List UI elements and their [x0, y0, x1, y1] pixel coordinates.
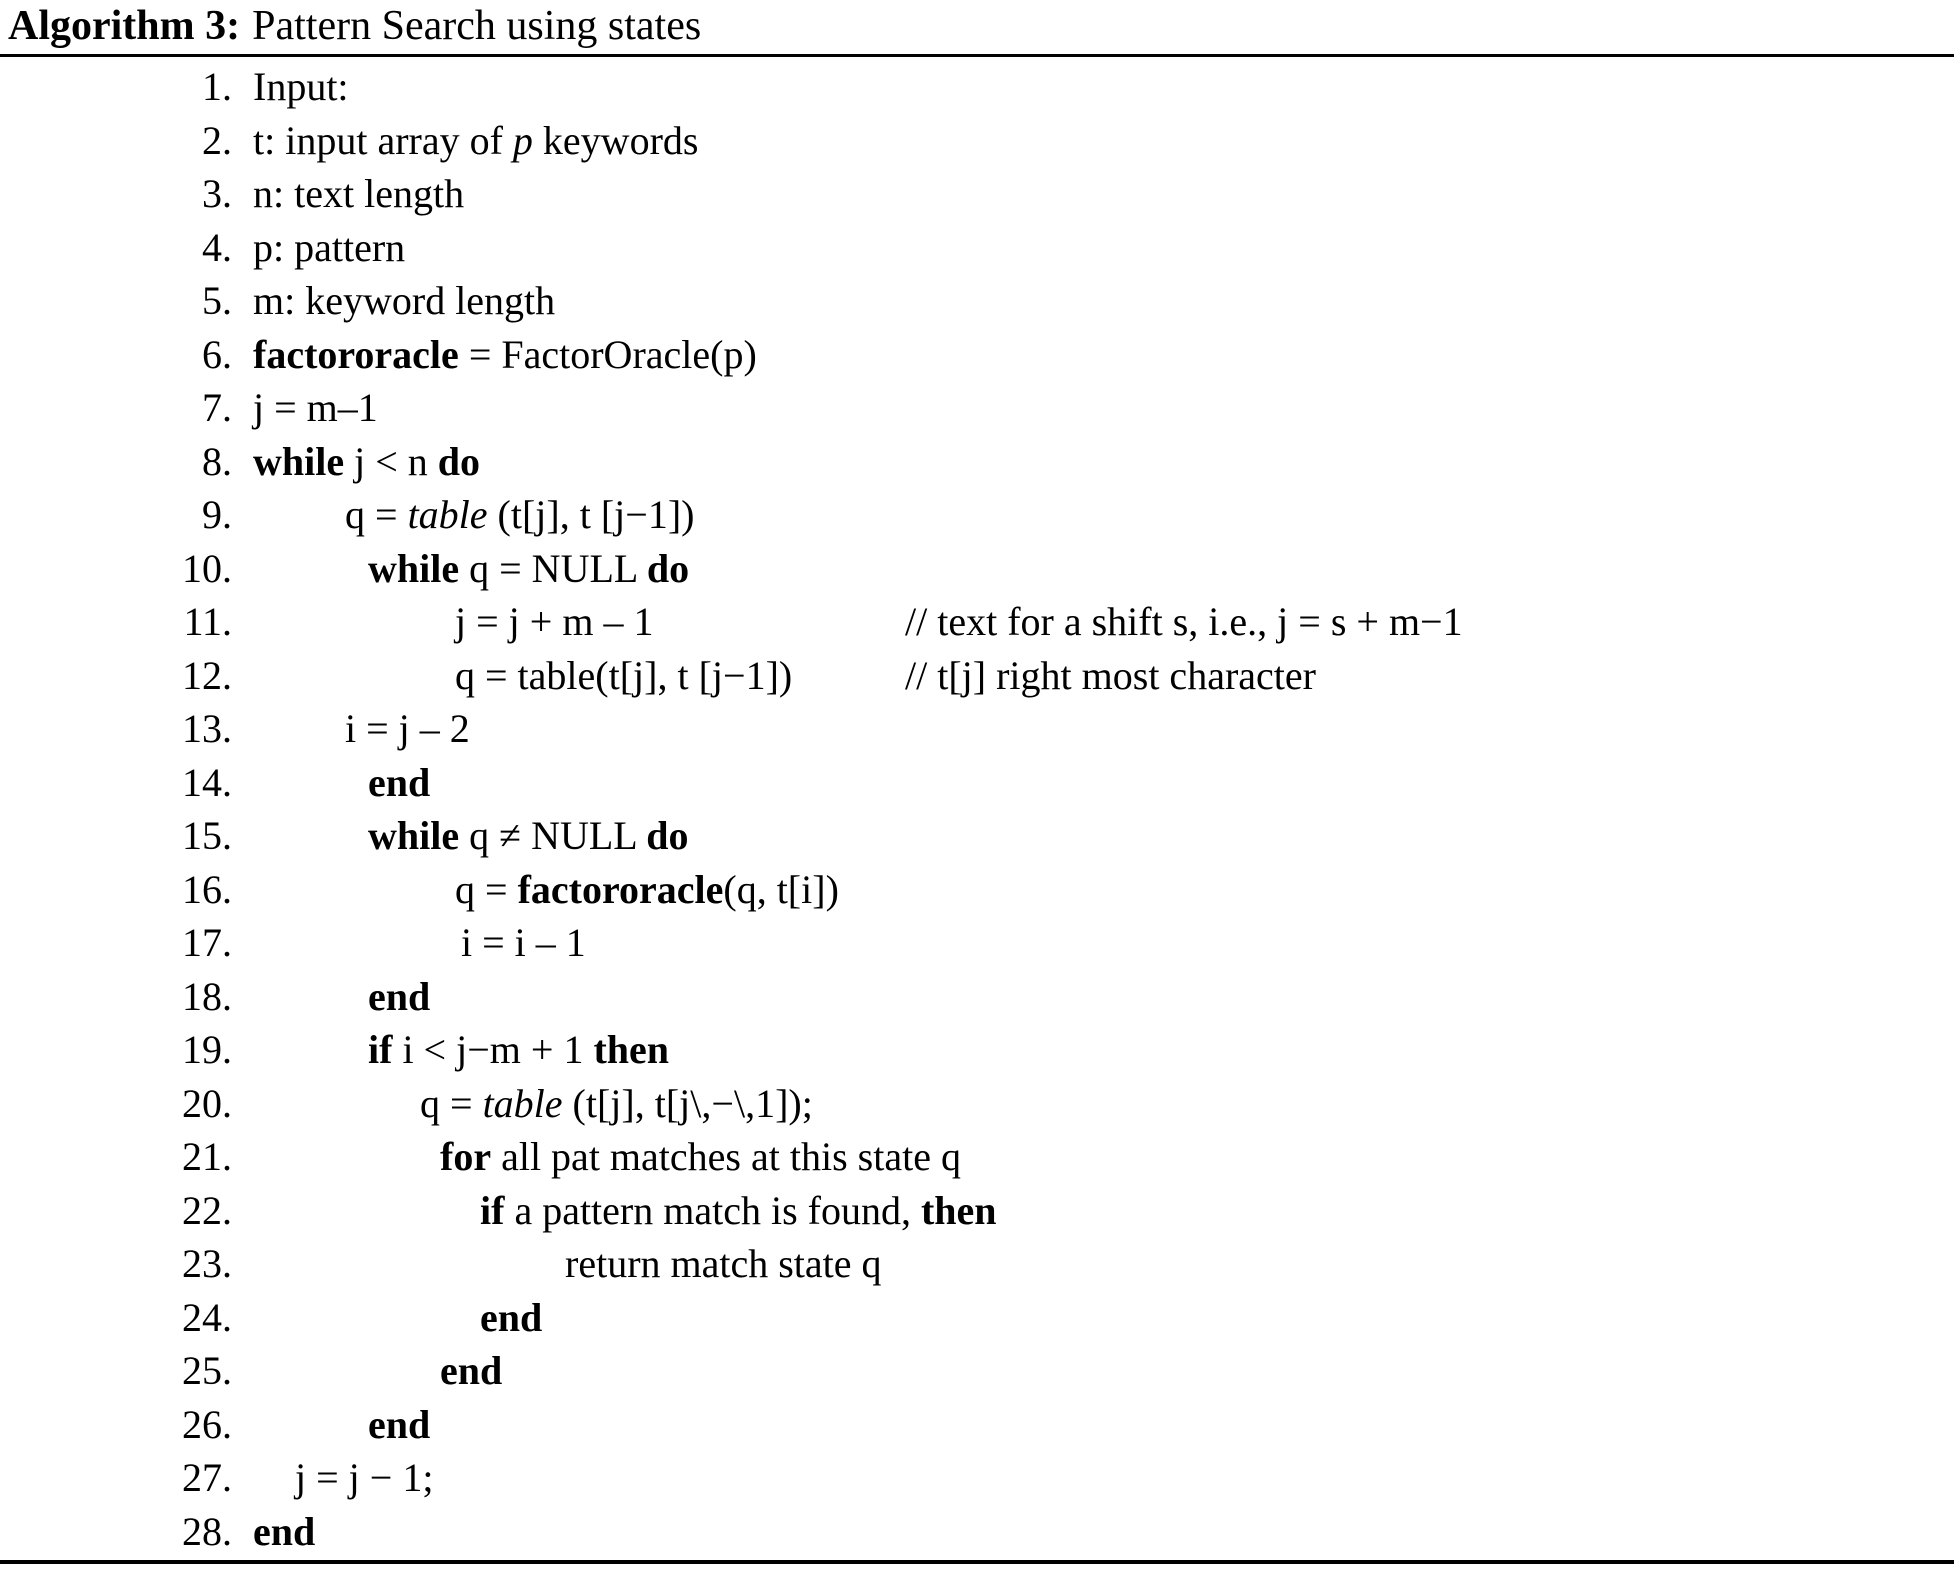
- line-content: [253, 1505, 315, 1559]
- code-text: = FactorOracle(p): [458, 331, 757, 377]
- code-text: (t[j], t [j−1]): [487, 492, 695, 537]
- code-text: i = j – 2: [345, 706, 470, 751]
- code-text: q =: [455, 866, 518, 912]
- code-text: q =: [345, 492, 408, 537]
- line-number: 2.: [202, 117, 232, 163]
- line-number: 13.: [182, 706, 232, 751]
- algorithm-line: [0, 595, 1954, 649]
- keyword-text: do: [646, 813, 689, 858]
- code-text: return match state q: [565, 1241, 882, 1286]
- line-number: 18.: [182, 973, 232, 1019]
- line-number: 24.: [182, 1294, 232, 1340]
- keyword-text: while: [253, 438, 345, 484]
- line-content: [253, 1291, 542, 1345]
- algorithm-line: [0, 1023, 1954, 1077]
- code-text: q = NULL: [459, 545, 647, 591]
- algorithm-line: [0, 167, 1954, 221]
- line-number: 21.: [182, 1134, 232, 1179]
- algorithm-line: [0, 863, 1954, 917]
- keyword-text: end: [253, 1508, 316, 1554]
- line-number: 14.: [182, 759, 232, 805]
- line-content: [253, 542, 689, 596]
- code-text: keywords: [532, 117, 699, 163]
- line-number: 9.: [202, 492, 232, 537]
- line-content: [253, 1077, 813, 1131]
- line-content: [253, 114, 698, 168]
- code-text: j = m–1: [253, 385, 378, 430]
- line-content: [253, 221, 405, 275]
- algorithm-line: [0, 702, 1954, 756]
- algorithm-title: Pattern Search using states: [252, 3, 702, 49]
- bottom-rule: [0, 1560, 1954, 1564]
- line-content: [253, 488, 694, 542]
- code-text: (t[j], t[j\,−\,1]);: [562, 1080, 813, 1126]
- algorithm-line: [0, 381, 1954, 435]
- line-number: 26.: [182, 1401, 232, 1447]
- line-content: [253, 595, 653, 649]
- algorithm-line: [0, 809, 1954, 863]
- keyword-text: end: [480, 1294, 543, 1340]
- algorithm-line: [0, 488, 1954, 542]
- keyword-text: for: [440, 1134, 492, 1179]
- code-text: q ≠ NULL: [459, 813, 647, 858]
- line-number: 22.: [182, 1187, 232, 1233]
- code-text: n: text length: [253, 171, 465, 216]
- line-number: 16.: [182, 866, 232, 912]
- code-text: m: keyword length: [253, 278, 556, 323]
- line-content: [253, 1023, 669, 1077]
- keyword-text: then: [593, 1027, 670, 1072]
- keyword-text: end: [368, 1401, 431, 1447]
- line-content: [253, 756, 430, 810]
- algorithm-line: [0, 970, 1954, 1024]
- identifier-text: p: [512, 117, 533, 163]
- code-text: t: input array of: [253, 117, 513, 163]
- line-number: 4.: [202, 224, 232, 270]
- line-content: [253, 1451, 433, 1505]
- algorithm-line: [0, 221, 1954, 275]
- algorithm-line: [0, 916, 1954, 970]
- line-content: [253, 381, 378, 435]
- algorithm-label: Algorithm 3:: [8, 3, 241, 49]
- line-content: [253, 328, 757, 382]
- line-content: [253, 274, 555, 328]
- line-number: 27.: [182, 1455, 232, 1500]
- line-number: 11.: [183, 599, 232, 644]
- keyword-text: if: [368, 1027, 393, 1072]
- code-text: q = table(t[j], t [j−1]): [455, 652, 793, 698]
- line-content: [253, 1237, 882, 1291]
- line-content: [253, 1398, 430, 1452]
- code-text: j < n: [344, 438, 438, 484]
- keyword-text: then: [920, 1187, 997, 1233]
- algorithm-line: [0, 1398, 1954, 1452]
- line-content: [253, 1184, 997, 1238]
- keyword-text: end: [440, 1348, 503, 1393]
- line-number: 12.: [182, 652, 232, 698]
- line-content: [253, 916, 586, 970]
- line-content: [253, 649, 792, 703]
- keyword-text: factororacle: [253, 331, 459, 377]
- algorithm-line: [0, 1184, 1954, 1238]
- line-number: 15.: [182, 813, 232, 858]
- keyword-text: end: [368, 759, 431, 805]
- line-number: 3.: [202, 171, 232, 216]
- line-number: 20.: [182, 1080, 232, 1126]
- line-comment: // text for a shift s, i.e., j = s + m−1: [905, 599, 1463, 644]
- code-text: q =: [420, 1080, 483, 1126]
- algorithm-line: [0, 328, 1954, 382]
- algorithm-line: [0, 435, 1954, 489]
- code-text: j = j − 1;: [295, 1455, 434, 1500]
- algorithm-line: [0, 542, 1954, 596]
- line-number: 28.: [182, 1508, 232, 1554]
- code-text: (q, t[i]): [723, 866, 839, 912]
- algorithm-line: [0, 60, 1954, 114]
- line-content: [253, 1344, 502, 1398]
- keyword-text: do: [437, 438, 481, 484]
- algorithm-line: [0, 114, 1954, 168]
- line-number: 8.: [202, 438, 232, 484]
- keyword-text: while: [368, 813, 460, 858]
- code-text: Input:: [253, 64, 349, 109]
- line-number: 17.: [182, 920, 232, 965]
- line-number: 25.: [182, 1348, 232, 1393]
- line-content: [253, 863, 839, 917]
- keyword-text: end: [368, 973, 431, 1019]
- line-content: [253, 1130, 961, 1184]
- line-number: 7.: [202, 385, 232, 430]
- algorithm-line: [0, 274, 1954, 328]
- identifier-text: table: [482, 1080, 563, 1126]
- line-number: 19.: [182, 1027, 232, 1072]
- algorithm-line: [0, 1344, 1954, 1398]
- keyword-text: factororacle: [517, 866, 724, 912]
- algorithm-caption: [0, 0, 1954, 57]
- line-number: 5.: [202, 278, 232, 323]
- algorithm-line: [0, 1505, 1954, 1559]
- line-comment: // t[j] right most character: [905, 652, 1316, 698]
- code-text: all pat matches at this state q: [491, 1134, 961, 1179]
- line-content: [253, 970, 430, 1024]
- identifier-text: table: [407, 492, 488, 537]
- code-text: i < j−m + 1: [392, 1027, 594, 1072]
- keyword-text: do: [646, 545, 690, 591]
- line-content: [253, 435, 480, 489]
- code-text: i = i – 1: [461, 920, 586, 965]
- line-content: [253, 167, 464, 221]
- line-number: 6.: [202, 331, 232, 377]
- keyword-text: if: [480, 1187, 505, 1233]
- algorithm-line: [0, 1291, 1954, 1345]
- line-number: 1.: [202, 64, 232, 109]
- line-content: [253, 60, 349, 114]
- line-number: 10.: [182, 545, 232, 591]
- algorithm-line: [0, 756, 1954, 810]
- algorithm-line: [0, 1237, 1954, 1291]
- code-text: p: pattern: [253, 224, 406, 270]
- line-content: [253, 702, 470, 756]
- algorithm-line: [0, 1451, 1954, 1505]
- line-number: 23.: [182, 1241, 232, 1286]
- algorithm-line: [0, 649, 1954, 703]
- algorithm-line: [0, 1130, 1954, 1184]
- algorithm-line: [0, 1077, 1954, 1131]
- line-content: [253, 809, 688, 863]
- code-text: j = j + m – 1: [455, 599, 654, 644]
- code-text: a pattern match is found,: [504, 1187, 921, 1233]
- keyword-text: while: [368, 545, 460, 591]
- algorithm-body: [0, 57, 1954, 1558]
